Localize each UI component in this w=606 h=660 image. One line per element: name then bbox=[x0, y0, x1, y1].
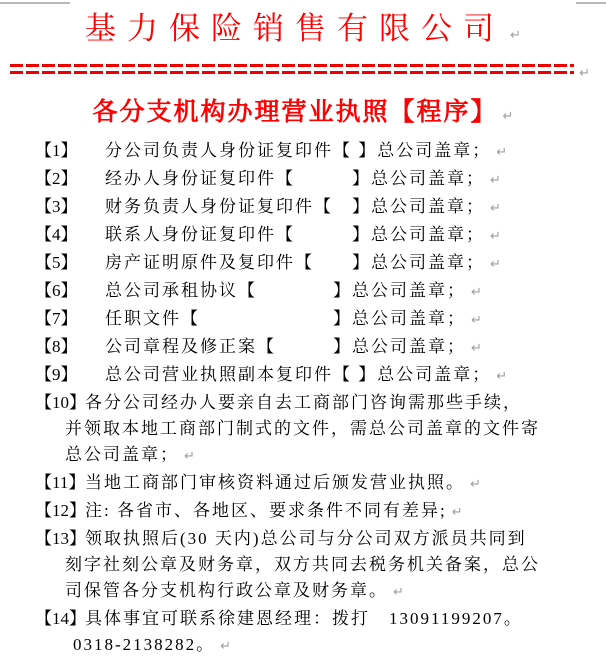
item-line bbox=[65, 278, 606, 306]
item-line-text: 联系人身份证复印件【 】总公司盖章； bbox=[105, 225, 485, 244]
procedure-list bbox=[0, 138, 606, 660]
item-line-text: 公司章程及修正案【 】总公司盖章； bbox=[105, 337, 466, 356]
item-line bbox=[65, 416, 606, 442]
item-line-text: 房产证明原件及复印件【 】总公司盖章； bbox=[105, 253, 485, 272]
return-mark-icon: ↵ bbox=[471, 285, 482, 300]
list-item-7 bbox=[0, 306, 606, 334]
item-line bbox=[65, 194, 606, 222]
item-line bbox=[65, 526, 606, 552]
item-number: 【3】 bbox=[35, 197, 78, 216]
list-item-10 bbox=[0, 390, 606, 470]
item-line bbox=[65, 552, 606, 578]
return-mark-icon: ↵ bbox=[393, 585, 404, 600]
list-item-4 bbox=[0, 222, 606, 250]
list-item-12 bbox=[0, 498, 606, 526]
list-item-13 bbox=[0, 526, 606, 606]
return-mark-icon: ↵ bbox=[220, 639, 232, 654]
company-title bbox=[0, 0, 606, 55]
item-line-text: 经办人身份证复印件【 】总公司盖章； bbox=[105, 169, 485, 188]
item-line bbox=[65, 362, 606, 390]
return-mark-icon: ↵ bbox=[490, 229, 501, 244]
list-item-8 bbox=[0, 334, 606, 362]
item-number: 【2】 bbox=[35, 169, 78, 188]
item-line-text: 任职文件【 】总公司盖章； bbox=[105, 309, 466, 328]
item-line-text: 总公司盖章； bbox=[65, 445, 179, 464]
item-number: 【14】 bbox=[35, 609, 86, 628]
item-line-text: 并领取本地工商部门制式的文件，需总公司盖章的文件寄 bbox=[65, 419, 540, 438]
item-number: 【10】 bbox=[35, 393, 86, 412]
item-line-text: 领取执照后(30 天内)总公司与分公司双方派员共同到 bbox=[85, 529, 527, 548]
item-number: 【12】 bbox=[35, 501, 86, 520]
item-number: 【7】 bbox=[35, 309, 78, 328]
list-item-11 bbox=[0, 470, 606, 498]
item-line bbox=[65, 606, 606, 632]
return-mark-icon: ↵ bbox=[184, 449, 195, 464]
item-line bbox=[65, 390, 606, 416]
return-mark-icon: ↵ bbox=[496, 369, 508, 384]
item-line bbox=[65, 334, 606, 362]
item-line-text: 司保管各分支机构行政公章及财务章。 bbox=[65, 581, 388, 600]
return-mark-icon: ↵ bbox=[502, 109, 514, 124]
return-mark-icon: ↵ bbox=[579, 66, 590, 81]
document-subtitle bbox=[0, 96, 606, 134]
item-line-text: 当地工商部门审核资料通过后颁发营业执照。 bbox=[85, 473, 465, 492]
item-line bbox=[65, 632, 606, 660]
list-item-3 bbox=[0, 194, 606, 222]
item-line bbox=[65, 578, 606, 606]
return-mark-icon: ↵ bbox=[490, 257, 501, 272]
item-line bbox=[65, 222, 606, 250]
return-mark-icon: ↵ bbox=[510, 28, 521, 43]
item-number: 【9】 bbox=[35, 365, 78, 384]
item-line-text: 分公司负责人身份证复印件【 】总公司盖章； bbox=[105, 141, 492, 160]
return-mark-icon: ↵ bbox=[490, 201, 501, 216]
return-mark-icon: ↵ bbox=[490, 173, 501, 188]
item-number: 【13】 bbox=[35, 529, 86, 548]
item-line-text: 具体事宜可联系徐建恩经理：拨打 13091199207。 bbox=[85, 609, 523, 628]
item-line bbox=[65, 498, 606, 526]
double-rule-line bbox=[10, 64, 574, 74]
item-line-text: 注: 各省市、各地区、要求条件不同有差异; bbox=[85, 501, 447, 520]
page-margin-mark-left bbox=[0, 2, 70, 4]
item-number: 【8】 bbox=[35, 337, 78, 356]
list-item-1 bbox=[0, 138, 606, 166]
list-item-14 bbox=[0, 606, 606, 660]
return-mark-icon: ↵ bbox=[471, 313, 482, 328]
return-mark-icon: ↵ bbox=[496, 145, 508, 160]
item-line-text: 总公司承租协议【 】总公司盖章； bbox=[105, 281, 466, 300]
item-line-text: 刻字社刻公章及财务章，双方共同去税务机关备案，总公 bbox=[65, 555, 540, 574]
item-number: 【1】 bbox=[35, 141, 78, 160]
item-line-text: 财务负责人身份证复印件【 】总公司盖章； bbox=[105, 197, 485, 216]
item-line bbox=[65, 306, 606, 334]
list-item-9 bbox=[0, 362, 606, 390]
item-number: 【4】 bbox=[35, 225, 78, 244]
item-line bbox=[65, 250, 606, 278]
return-mark-icon: ↵ bbox=[470, 477, 481, 492]
item-line-text: 总公司营业执照副本复印件【 】总公司盖章； bbox=[105, 365, 492, 384]
item-line bbox=[65, 138, 606, 166]
page-margin-mark-right bbox=[576, 2, 606, 4]
return-mark-icon: ↵ bbox=[471, 341, 482, 356]
item-line bbox=[65, 166, 606, 194]
list-item-5 bbox=[0, 250, 606, 278]
return-mark-icon: ↵ bbox=[451, 505, 463, 520]
list-item-6 bbox=[0, 278, 606, 306]
item-line bbox=[65, 470, 606, 498]
document-subtitle-text: 各分支机构办理营业执照【程序】 bbox=[92, 99, 498, 126]
item-number: 【5】 bbox=[35, 253, 78, 272]
item-line-text: 0318-2138282。 bbox=[73, 635, 216, 654]
item-line-text: 各分公司经办人要亲自去工商部门咨询需那些手续， bbox=[85, 393, 522, 412]
item-number: 【11】 bbox=[35, 473, 86, 492]
title-separator bbox=[0, 64, 606, 81]
item-number: 【6】 bbox=[35, 281, 78, 300]
company-title-text: 基力保险销售有限公司 bbox=[85, 11, 506, 46]
item-line bbox=[65, 442, 606, 470]
list-item-2 bbox=[0, 166, 606, 194]
